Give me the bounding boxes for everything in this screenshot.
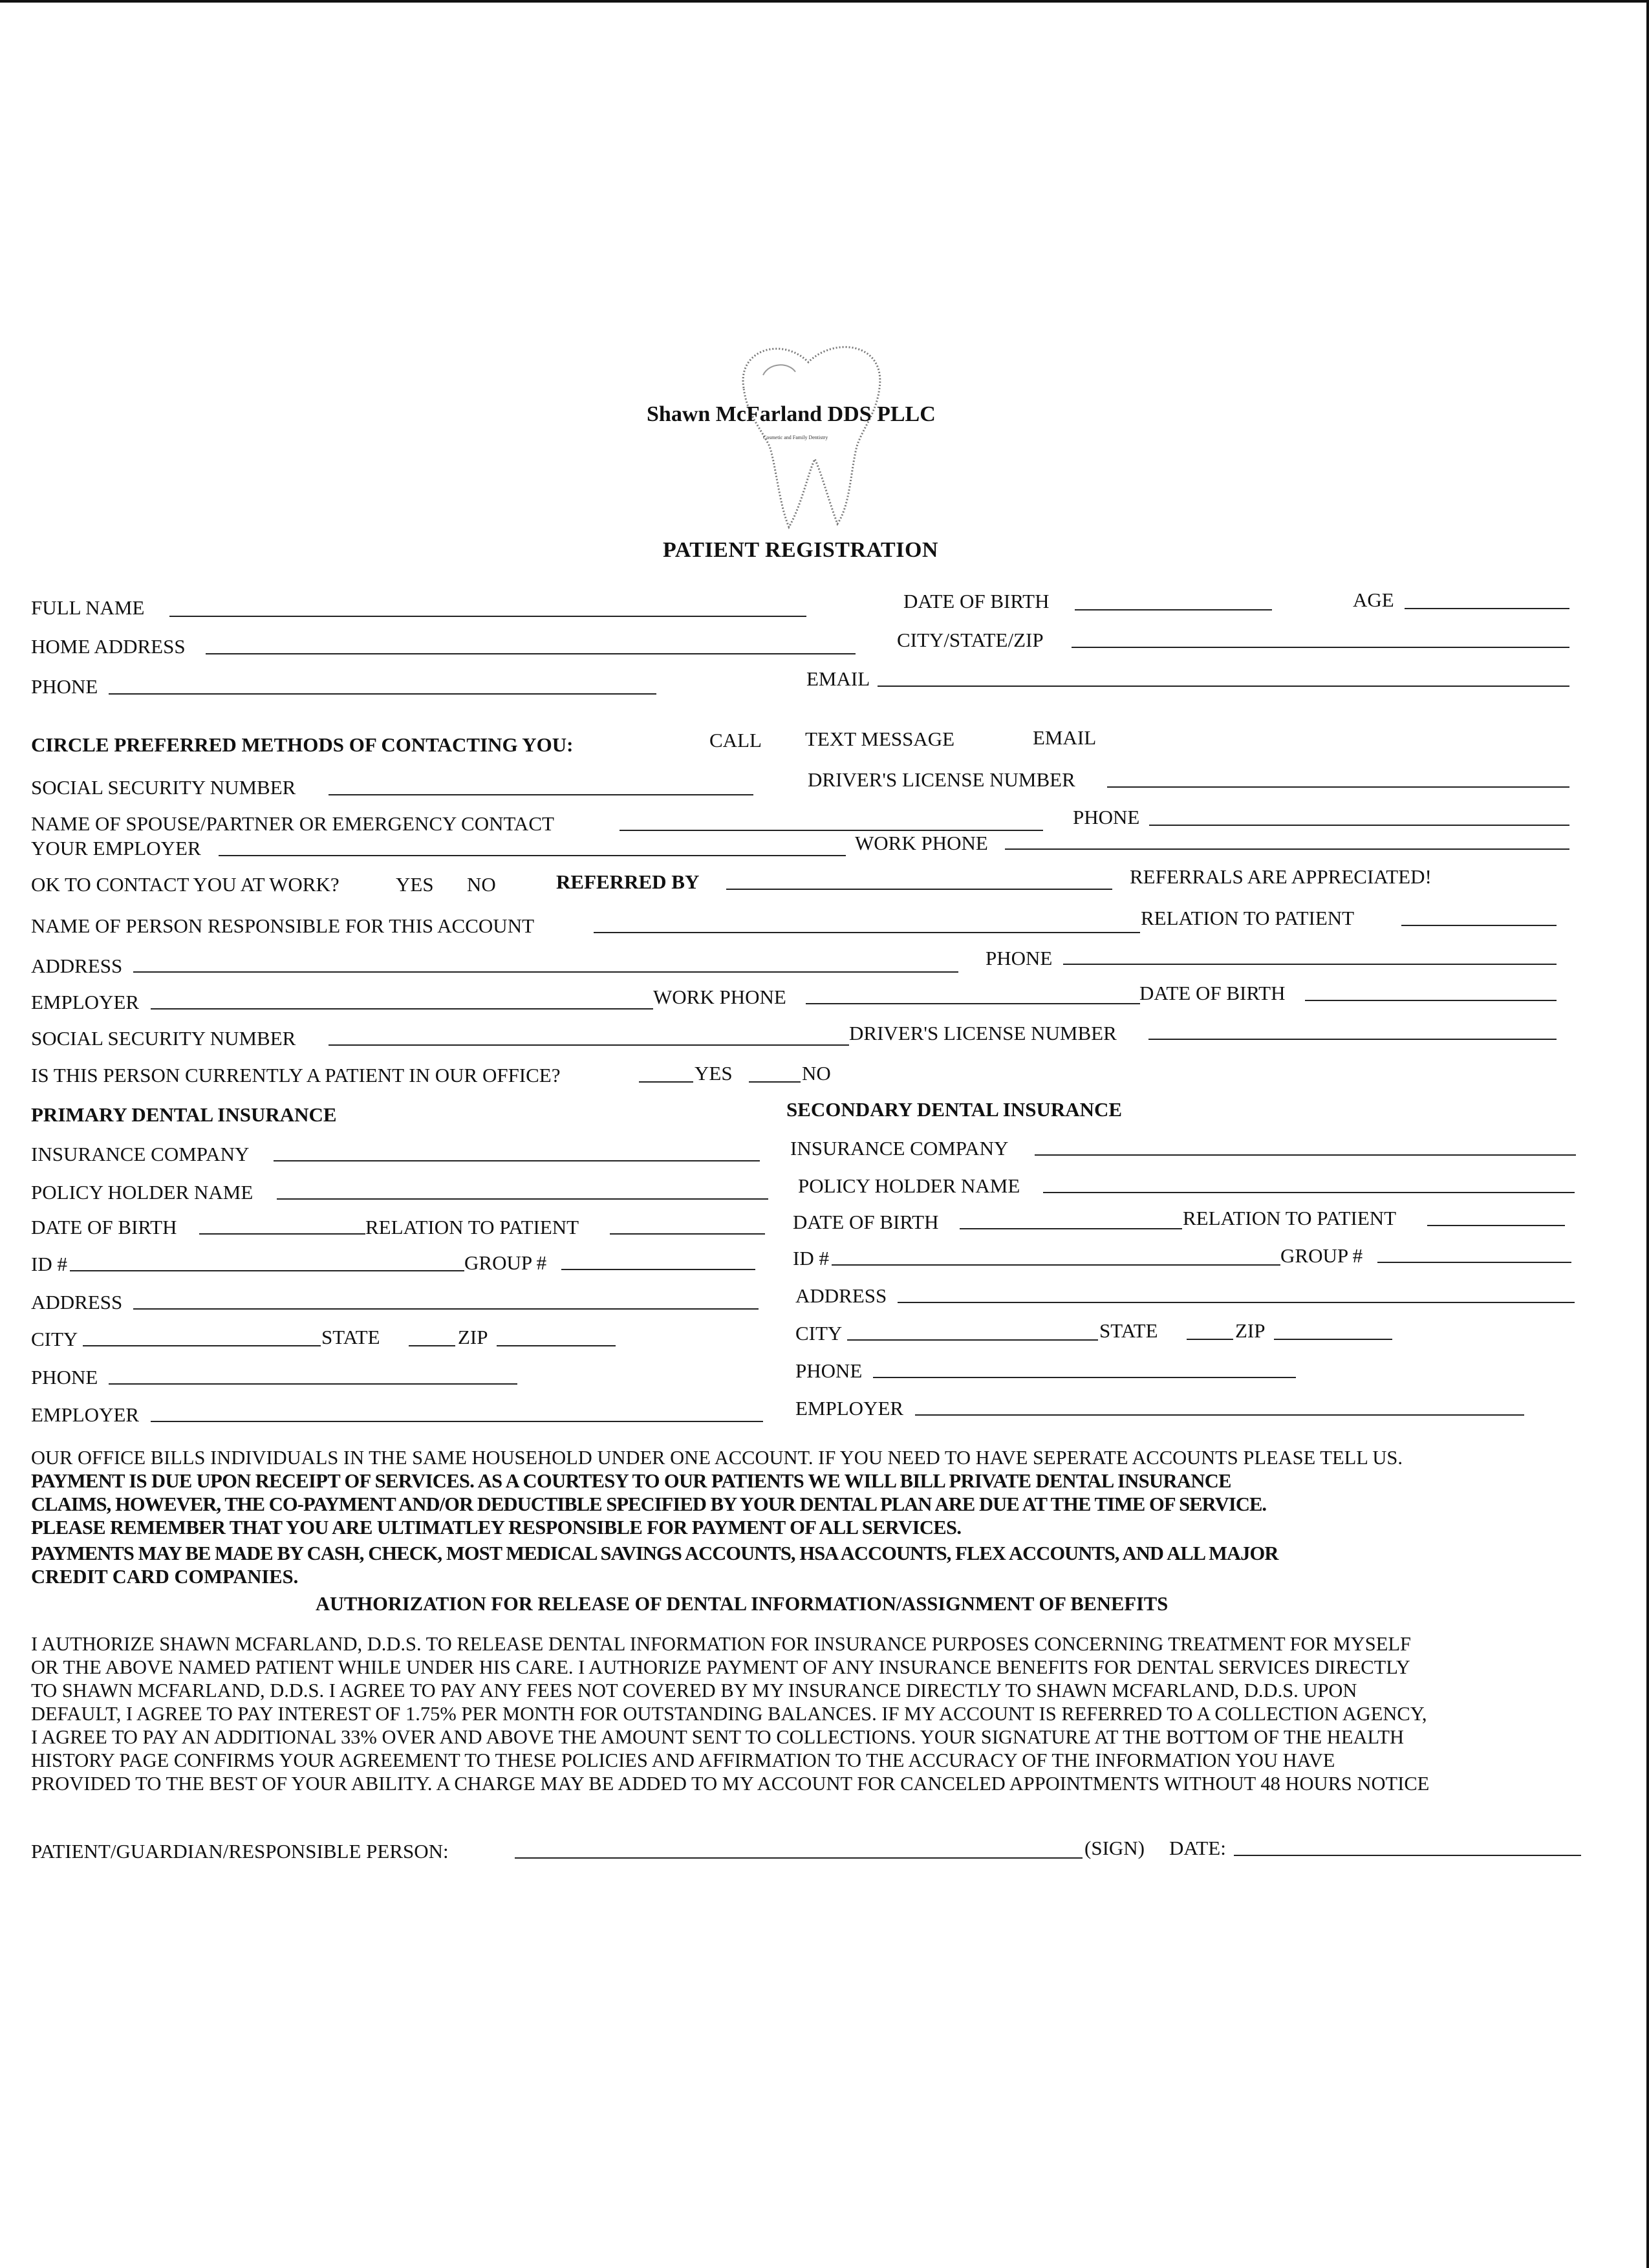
age-label: AGE — [1353, 589, 1394, 611]
spouse-label: NAME OF SPOUSE/PARTNER OR EMERGENCY CONTACT — [31, 812, 554, 835]
secondary-phone-field[interactable] — [873, 1377, 1296, 1378]
responsible-name-field[interactable] — [594, 932, 1140, 933]
secondary-address-field[interactable] — [898, 1302, 1575, 1303]
spouse-phone-field[interactable] — [1149, 825, 1569, 826]
spouse-phone-label: PHONE — [1073, 806, 1140, 828]
responsible-phone-field[interactable] — [1063, 964, 1557, 965]
primary-relation-label: RELATION TO PATIENT — [365, 1216, 579, 1238]
primary-company-label: INSURANCE COMPANY — [31, 1143, 250, 1165]
practice-name: Shawn McFarland DDS PLLC — [647, 402, 936, 426]
primary-zip-label: ZIP — [458, 1326, 488, 1348]
primary-id-field[interactable] — [70, 1270, 464, 1271]
signature-label: PATIENT/GUARDIAN/RESPONSIBLE PERSON: — [31, 1840, 449, 1863]
responsible-work-phone-label: WORK PHONE — [653, 986, 786, 1008]
drivers-license-label: DRIVER'S LICENSE NUMBER — [808, 768, 1075, 791]
email-field[interactable] — [878, 686, 1569, 687]
signature-date-field[interactable] — [1234, 1855, 1581, 1856]
ssn-label: SOCIAL SECURITY NUMBER — [31, 776, 296, 799]
primary-holder-label: POLICY HOLDER NAME — [31, 1181, 253, 1204]
primary-insurance-heading: PRIMARY DENTAL INSURANCE — [31, 1103, 337, 1126]
primary-group-field[interactable] — [561, 1269, 755, 1270]
secondary-zip-label: ZIP — [1235, 1319, 1266, 1342]
current-patient-no[interactable]: NO — [802, 1062, 831, 1085]
form-title: PATIENT REGISTRATION — [663, 538, 938, 562]
primary-address-label: ADDRESS — [31, 1291, 123, 1313]
secondary-company-field[interactable] — [1035, 1154, 1576, 1156]
responsible-phone-label: PHONE — [986, 947, 1053, 969]
secondary-holder-label: POLICY HOLDER NAME — [798, 1174, 1020, 1197]
secondary-zip-field[interactable] — [1274, 1339, 1392, 1340]
responsible-dl-label: DRIVER'S LICENSE NUMBER — [849, 1022, 1117, 1044]
responsible-dl-field[interactable] — [1148, 1039, 1557, 1040]
primary-address-field[interactable] — [133, 1308, 759, 1310]
phone-field[interactable] — [109, 693, 656, 695]
secondary-group-label: GROUP # — [1280, 1244, 1363, 1267]
primary-employer-field[interactable] — [151, 1421, 763, 1422]
responsible-ssn-field[interactable] — [329, 1044, 849, 1046]
responsible-dob-field[interactable] — [1305, 1000, 1557, 1001]
city-state-zip-field[interactable] — [1072, 647, 1569, 648]
secondary-state-label: STATE — [1099, 1319, 1158, 1342]
responsible-employer-field[interactable] — [151, 1008, 653, 1010]
referrals-note: REFERRALS ARE APPRECIATED! — [1130, 865, 1432, 888]
phone-label: PHONE — [31, 675, 98, 698]
responsible-relation-label: RELATION TO PATIENT — [1141, 907, 1355, 929]
billing-line-5: PAYMENTS MAY BE MADE BY CASH, CHECK, MOST MEDICAL SAVINGS ACCOUNTS, HSA ACCOUNTS, FLEX ACCOUNTS, AND ALL MAJOR — [31, 1542, 1278, 1564]
billing-line-4: PLEASE REMEMBER THAT YOU ARE ULTIMATLEY RESPONSIBLE FOR PAYMENT OF ALL SERVICES. — [31, 1517, 962, 1539]
responsible-employer-label: EMPLOYER — [31, 991, 140, 1013]
signature-field[interactable] — [515, 1857, 1083, 1859]
contact-option-email[interactable]: EMAIL — [1033, 726, 1097, 749]
authorization-line-2: OR THE ABOVE NAMED PATIENT WHILE UNDER HIS CARE. I AUTHORIZE PAYMENT OF ANY INSURANCE BENEFITS FOR DENTAL SERVICES DIRECTLY — [31, 1656, 1410, 1678]
secondary-relation-field[interactable] — [1427, 1225, 1565, 1226]
primary-phone-field[interactable] — [109, 1383, 517, 1385]
work-phone-field[interactable] — [1005, 848, 1569, 850]
authorization-line-7: PROVIDED TO THE BEST OF YOUR ABILITY. A CHARGE MAY BE ADDED TO MY ACCOUNT FOR CANCELED APPOINTMENTS WITHOUT 48 HOURS NOTICE — [31, 1773, 1430, 1795]
authorization-line-4: DEFAULT, I AGREE TO PAY INTEREST OF 1.75% PER MONTH FOR OUTSTANDING BALANCES. IF MY ACCOUNT IS REFERRED TO A COLLECTION AGENCY, — [31, 1703, 1427, 1725]
primary-id-label: ID # — [31, 1253, 67, 1275]
tooth-logo-icon — [724, 336, 899, 530]
drivers-license-field[interactable] — [1107, 786, 1569, 788]
secondary-dob-field[interactable] — [960, 1228, 1182, 1229]
ok-contact-no[interactable]: NO — [467, 873, 496, 896]
secondary-city-field[interactable] — [847, 1339, 1098, 1341]
primary-holder-field[interactable] — [277, 1198, 768, 1200]
signature-sign-label: (SIGN) — [1084, 1837, 1145, 1859]
current-patient-label: IS THIS PERSON CURRENTLY A PATIENT IN OUR OFFICE? — [31, 1064, 561, 1086]
secondary-city-label: CITY — [795, 1322, 843, 1345]
authorization-line-1: I AUTHORIZE SHAWN MCFARLAND, D.D.S. TO RELEASE DENTAL INFORMATION FOR INSURANCE PURPOSES CONCERNING TREATMENT FOR MYSELF — [31, 1633, 1411, 1655]
home-address-field[interactable] — [206, 653, 856, 654]
age-field[interactable] — [1405, 608, 1569, 609]
responsible-name-label: NAME OF PERSON RESPONSIBLE FOR THIS ACCOUNT — [31, 914, 535, 937]
primary-state-field[interactable] — [409, 1345, 455, 1346]
primary-company-field[interactable] — [274, 1160, 760, 1161]
secondary-group-field[interactable] — [1377, 1262, 1571, 1263]
responsible-dob-label: DATE OF BIRTH — [1139, 982, 1286, 1004]
responsible-relation-field[interactable] — [1401, 925, 1557, 926]
primary-city-field[interactable] — [83, 1345, 321, 1346]
primary-zip-field[interactable] — [497, 1345, 616, 1346]
contact-option-call[interactable]: CALL — [709, 729, 762, 751]
ssn-field[interactable] — [329, 794, 753, 795]
secondary-insurance-heading: SECONDARY DENTAL INSURANCE — [786, 1098, 1123, 1121]
referred-by-field[interactable] — [726, 889, 1112, 890]
secondary-dob-label: DATE OF BIRTH — [793, 1211, 939, 1233]
primary-group-label: GROUP # — [464, 1251, 547, 1274]
billing-line-2: PAYMENT IS DUE UPON RECEIPT OF SERVICES. AS A COURTESY TO OUR PATIENTS WE WILL BILL PRIVATE DENTAL INSURANCE — [31, 1470, 1231, 1492]
city-state-zip-label: CITY/STATE/ZIP — [897, 629, 1044, 651]
billing-line-6: CREDIT CARD COMPANIES. — [31, 1566, 299, 1588]
secondary-address-label: ADDRESS — [795, 1284, 887, 1307]
primary-dob-label: DATE OF BIRTH — [31, 1216, 177, 1238]
home-address-label: HOME ADDRESS — [31, 635, 186, 658]
responsible-address-field[interactable] — [133, 971, 958, 973]
authorization-line-3: TO SHAWN MCFARLAND, D.D.S. I AGREE TO PAY ANY FEES NOT COVERED BY MY INSURANCE DIRECTLY TO SHAWN MCFARLAND, D.D.S. UPON — [31, 1679, 1357, 1701]
secondary-employer-label: EMPLOYER — [795, 1397, 904, 1420]
practice-tagline: Cosmetic and Family Dentistry — [763, 435, 828, 440]
referred-by-label: REFERRED BY — [556, 870, 700, 893]
ok-contact-work-label: OK TO CONTACT YOU AT WORK? — [31, 873, 339, 896]
dob-field[interactable] — [1075, 609, 1272, 610]
primary-dob-field[interactable] — [199, 1233, 365, 1235]
secondary-company-label: INSURANCE COMPANY — [790, 1137, 1009, 1160]
current-patient-yes[interactable]: YES — [695, 1062, 733, 1085]
current-patient-no-field[interactable] — [749, 1081, 801, 1083]
spouse-field[interactable] — [620, 830, 1043, 831]
full-name-label: FULL NAME — [31, 596, 145, 619]
page-right-edge — [1646, 0, 1649, 2268]
contact-option-text[interactable]: TEXT MESSAGE — [805, 728, 955, 750]
secondary-id-field[interactable] — [832, 1264, 1280, 1266]
secondary-holder-field[interactable] — [1043, 1192, 1575, 1193]
secondary-employer-field[interactable] — [915, 1414, 1524, 1416]
primary-phone-label: PHONE — [31, 1366, 98, 1388]
secondary-id-label: ID # — [793, 1247, 829, 1269]
secondary-state-field[interactable] — [1187, 1339, 1233, 1340]
work-phone-label: WORK PHONE — [855, 832, 988, 854]
primary-state-label: STATE — [321, 1326, 380, 1348]
signature-date-label: DATE: — [1169, 1837, 1226, 1859]
authorization-heading: AUTHORIZATION FOR RELEASE OF DENTAL INFORMATION/ASSIGNMENT OF BENEFITS — [316, 1593, 1169, 1615]
current-patient-yes-field[interactable] — [639, 1081, 693, 1083]
primary-employer-label: EMPLOYER — [31, 1403, 140, 1426]
responsible-address-label: ADDRESS — [31, 955, 123, 977]
contact-methods-label: CIRCLE PREFERRED METHODS OF CONTACTING YOU: — [31, 733, 574, 756]
employer-label: YOUR EMPLOYER — [31, 837, 201, 859]
dob-label: DATE OF BIRTH — [903, 590, 1050, 612]
billing-line-3: CLAIMS, HOWEVER, THE CO-PAYMENT AND/OR DEDUCTIBLE SPECIFIED BY YOUR DENTAL PLAN ARE DUE AT THE TIME OF SERVICE. — [31, 1493, 1267, 1515]
full-name-field[interactable] — [169, 616, 806, 617]
authorization-line-6: HISTORY PAGE CONFIRMS YOUR AGREEMENT TO THESE POLICIES AND AFFIRMATION TO THE ACCURACY OF THE INFORMATION YOU HAVE — [31, 1749, 1335, 1771]
authorization-line-5: I AGREE TO PAY AN ADDITIONAL 33% OVER AND ABOVE THE AMOUNT SENT TO COLLECTIONS. YOUR SIGNATURE AT THE BOTTOM OF THE HEALTH — [31, 1726, 1404, 1748]
ok-contact-yes[interactable]: YES — [396, 873, 434, 896]
responsible-ssn-label: SOCIAL SECURITY NUMBER — [31, 1027, 296, 1050]
billing-line-1: OUR OFFICE BILLS INDIVIDUALS IN THE SAME HOUSEHOLD UNDER ONE ACCOUNT. IF YOU NEED TO HAVE SEPERATE ACCOUNTS PLEASE TELL US. — [31, 1447, 1403, 1469]
primary-relation-field[interactable] — [610, 1233, 765, 1235]
email-label: EMAIL — [806, 667, 870, 690]
secondary-relation-label: RELATION TO PATIENT — [1183, 1207, 1397, 1229]
employer-field[interactable] — [219, 855, 846, 856]
page-top-edge — [0, 0, 1649, 3]
primary-city-label: CITY — [31, 1328, 78, 1350]
secondary-phone-label: PHONE — [795, 1359, 863, 1382]
responsible-work-phone-field[interactable] — [806, 1003, 1140, 1004]
